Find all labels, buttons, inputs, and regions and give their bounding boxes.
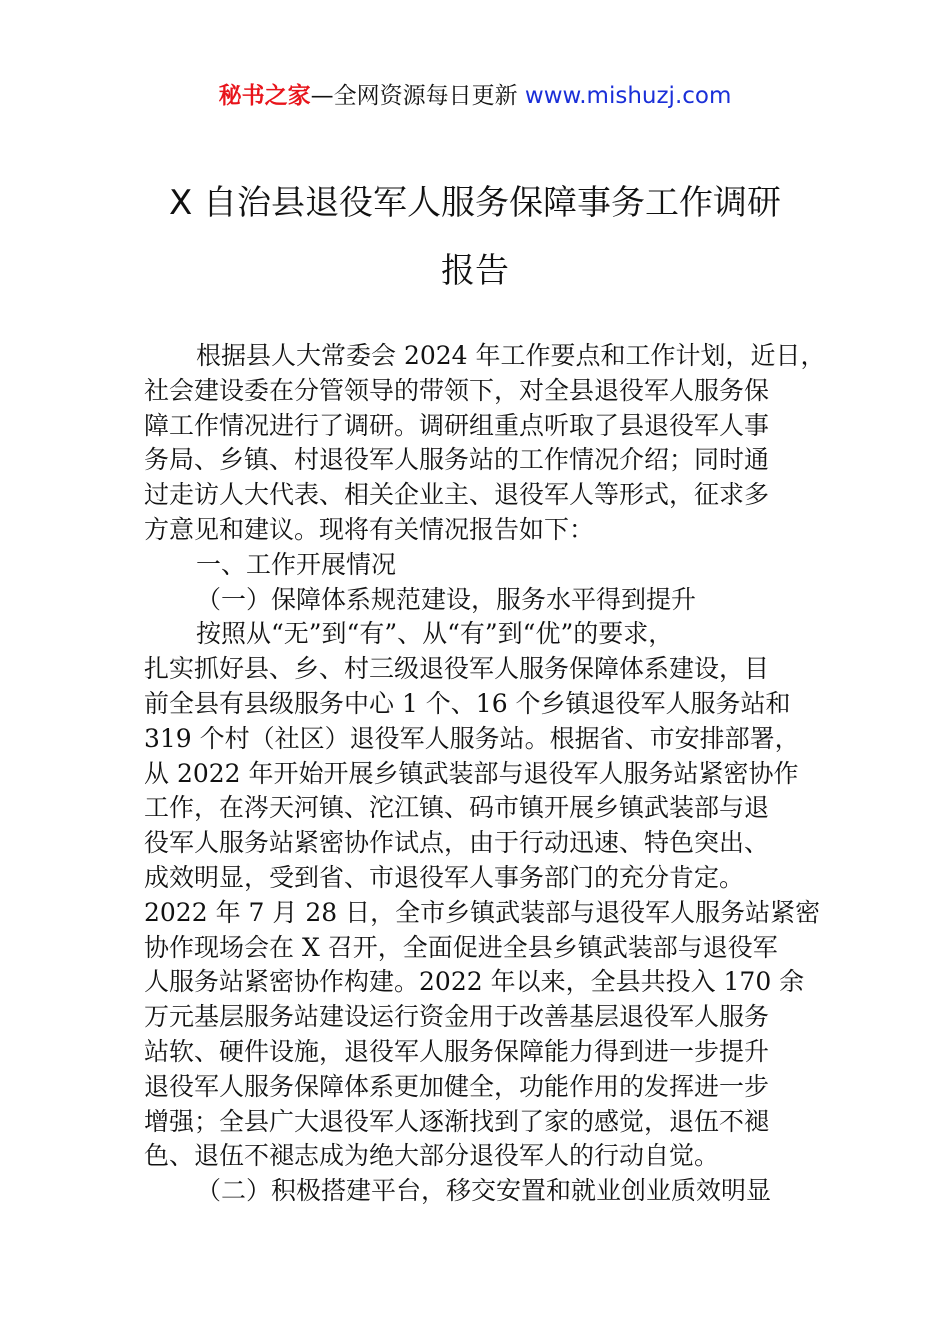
paragraph-line: 役军人服务站紧密协作试点，由于行动迅速、特色突出、 [144,828,770,858]
paragraph-line: 万元基层服务站建设运行资金用于改善基层退役军人服务 [144,1002,770,1032]
paragraph-line: 按照从“无”到“有”、从“有”到“优”的要求， [196,619,674,649]
paragraph-line: 2022 年 7 月 28 日，全市乡镇武装部与退役军人服务站紧密 [144,897,821,927]
paragraph-line: 站软、硬件设施，退役军人服务保障能力得到进一步提升 [144,1036,770,1066]
document-title-line-2: 报告 [441,251,509,291]
paragraph-line: 退役军人服务保障体系更加健全，功能作用的发挥进一步 [144,1071,770,1101]
site-header [0,80,950,112]
paragraph-line: 社会建设委在分管领导的带领下，对全县退役军人服务保 [144,375,770,405]
paragraph-line: 从 2022 年开始开展乡镇武装部与退役军人服务站紧密协作 [144,758,799,788]
paragraph-line: 协作现场会在 X 召开，全面促进全县乡镇武装部与退役军 [144,932,778,962]
paragraph-line: 扎实抓好县、乡、村三级退役军人服务保障体系建设，目 [144,654,770,684]
subsection-heading: （一）保障体系规范建设，服务水平得到提升 [196,584,697,614]
document-body [144,339,826,1209]
paragraph-line: 过走访人大代表、相关企业主、退役军人等形式，征求多 [144,480,770,510]
section-heading: 一、工作开展情况 [196,549,397,579]
paragraph-line: 障工作情况进行了调研。调研组重点听取了县退役军人事 [144,410,770,440]
paragraph-line: 成效明显，受到省、市退役军人事务部门的充分肯定。 [144,862,745,892]
paragraph-line: 增强；全县广大退役军人逐渐找到了家的感觉，退伍不褪 [144,1106,770,1136]
subsection-heading: （二）积极搭建平台，移交安置和就业创业质效明显 [196,1176,772,1206]
brand-name: 秘书之家 [218,83,311,109]
header-tagline: —全网资源每日更新 [310,83,525,109]
paragraph-line: 319 个村（社区）退役军人服务站。根据省、市安排部署， [144,723,800,753]
paragraph-line: 前全县有县级服务中心 1 个、16 个乡镇退役军人服务站和 [144,688,791,718]
paragraph-line: 工作，在涔天河镇、沱江镇、码市镇开展乡镇武装部与退 [144,793,770,823]
document-title-line-1: X 自治县退役军人服务保障事务工作调研 [168,183,782,223]
paragraph-line: 色、退伍不褪志成为绝大部分退役军人的行动自觉。 [144,1141,720,1171]
paragraph-line: 根据县人大常委会 2024 年工作要点和工作计划，近日， [196,341,826,370]
paragraph-line: 方意见和建议。现将有关情况报告如下： [144,514,595,544]
paragraph-line: 务局、乡镇、村退役军人服务站的工作情况介绍；同时通 [144,445,770,475]
site-link[interactable]: www.mishuzj.com [524,83,732,109]
paragraph-line: 人服务站紧密协作构建。2022 年以来，全县共投入 170 余 [144,967,805,997]
